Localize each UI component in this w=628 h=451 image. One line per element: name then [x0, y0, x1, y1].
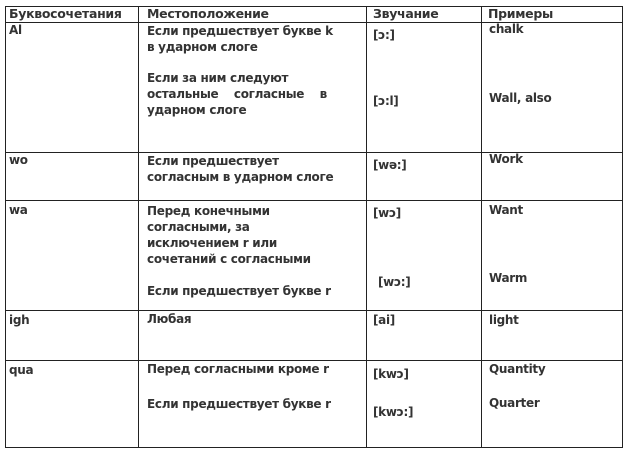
row-divider: [5, 200, 623, 201]
combo-cell: igh: [9, 313, 30, 327]
position-text: согласными, за: [147, 220, 250, 234]
position-text: Перед согласными кроме r: [147, 362, 329, 376]
sound-text: [ɔ:]: [373, 28, 395, 42]
combo-cell: Al: [9, 23, 22, 37]
example-text: chalk: [489, 22, 524, 36]
example-text: Warm: [489, 271, 528, 285]
column-divider: [481, 6, 482, 448]
column-divider: [622, 6, 623, 448]
combo-cell: wo: [9, 153, 28, 167]
sound-text: [wɔ]: [373, 206, 401, 220]
sound-text: [ai]: [373, 313, 395, 327]
sound-text: [kwɔ]: [373, 367, 409, 381]
sound-text: [wɔ:]: [378, 275, 411, 289]
position-text: Если предшествует букве k: [147, 24, 333, 38]
sound-text: [kwɔ:]: [373, 405, 414, 419]
header-examples: Примеры: [488, 6, 554, 21]
position-text: сочетаний с согласными: [147, 252, 311, 266]
column-divider: [138, 6, 139, 448]
header-position: Местоположение: [147, 6, 269, 21]
position-text: Любая: [147, 312, 192, 326]
column-divider: [366, 6, 367, 448]
example-text: Work: [489, 152, 523, 166]
example-text: Wall, also: [489, 91, 552, 105]
sound-text: [wə:]: [373, 158, 407, 172]
table-border-bottom: [5, 447, 623, 448]
sound-text: [ɔ:l]: [373, 94, 399, 108]
row-divider: [5, 152, 623, 153]
position-text: согласным в ударном слоге: [147, 170, 334, 184]
position-text: Если предшествует: [147, 154, 279, 168]
combo-cell: wa: [9, 203, 28, 217]
position-text: остальные согласные в: [147, 87, 327, 101]
combo-cell: qua: [9, 363, 34, 377]
position-text: исключением r или: [147, 236, 277, 250]
header-sound: Звучание: [373, 6, 439, 21]
position-text: ударном слоге: [147, 103, 247, 117]
position-text: Перед конечными: [147, 204, 270, 218]
example-text: light: [489, 313, 519, 327]
header-combinations: Буквосочетания: [9, 6, 122, 21]
example-text: Quarter: [489, 396, 540, 410]
position-text: Если за ним следуют: [147, 71, 289, 85]
position-text: Если предшествует букве r: [147, 284, 331, 298]
position-text: Если предшествует букве r: [147, 397, 331, 411]
example-text: Want: [489, 203, 523, 217]
column-divider: [5, 6, 6, 448]
example-text: Quantity: [489, 362, 546, 376]
row-divider: [5, 310, 623, 311]
position-text: в ударном слоге: [147, 40, 258, 54]
